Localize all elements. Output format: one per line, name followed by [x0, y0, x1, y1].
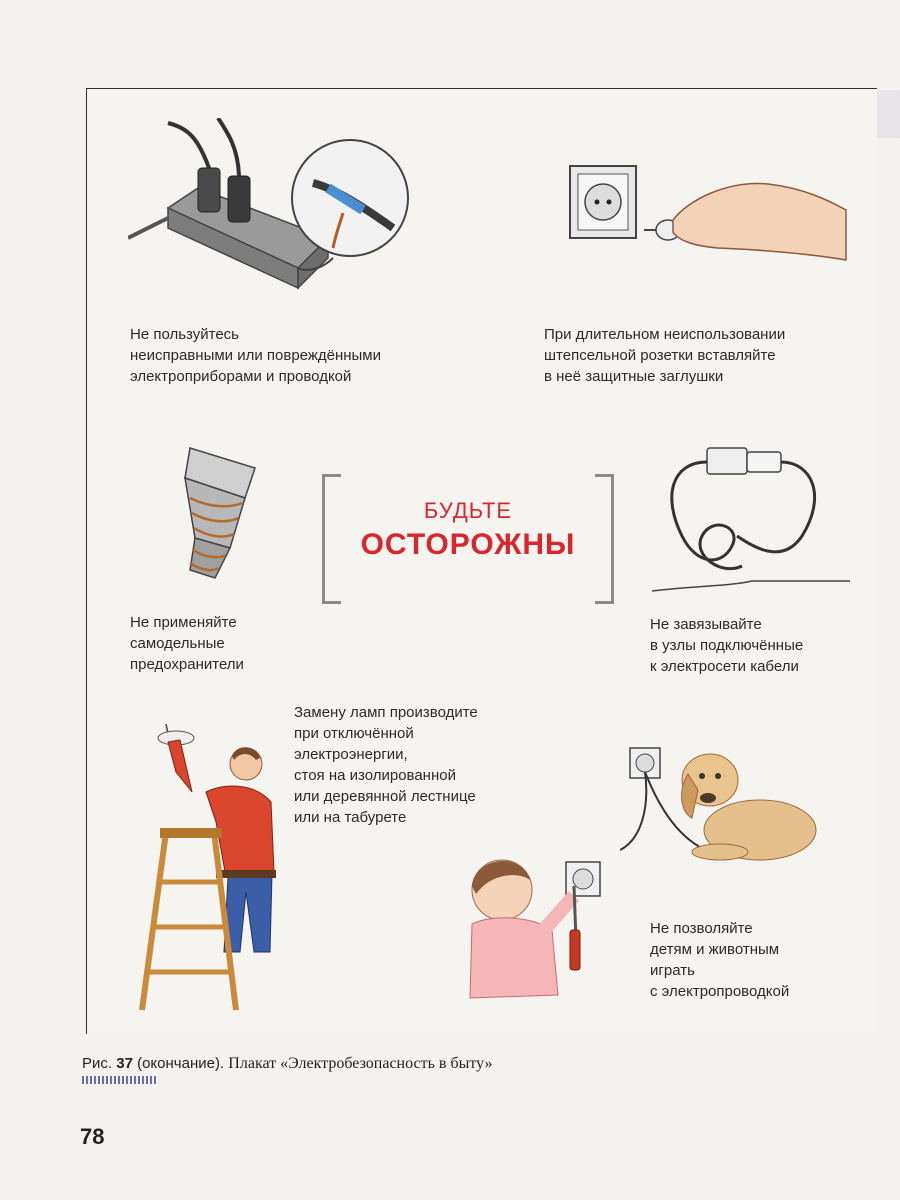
- power-strip-illustration: [128, 118, 438, 308]
- caption-line: в неё защитные заглушки: [544, 368, 724, 385]
- caption-line: при отключённой: [294, 725, 414, 742]
- caption-line: Не позволяйте: [650, 920, 753, 937]
- caption-line: штепсельной розетки вставляйте: [544, 347, 776, 364]
- caption-children-animals: [650, 918, 789, 1002]
- child-illustration: [462, 850, 612, 1000]
- caption-line: в узлы подключённые: [650, 637, 804, 654]
- page-number: 78: [80, 1124, 105, 1149]
- caption-line: или на табурете: [294, 809, 407, 826]
- caption-lamp-replacement: [294, 702, 478, 828]
- caption-line: играть: [650, 962, 695, 979]
- figure-prefix: Рис.: [82, 1055, 113, 1072]
- caption-socket-plugs: [544, 324, 785, 387]
- figure-title: Плакат «Электробезопасность в быту»: [228, 1055, 493, 1072]
- figure-suffix: (окончание).: [137, 1055, 225, 1072]
- caption-line: или деревянной лестнице: [294, 788, 476, 805]
- caption-line: к электросети кабели: [650, 658, 799, 675]
- fuse-illustration: [160, 438, 280, 588]
- caption-line: с электропроводкой: [650, 983, 790, 1000]
- man-on-ladder-illustration: [136, 712, 286, 1012]
- title-be: БУДЬТЕ: [423, 498, 513, 523]
- caption-line: Замену ламп производите: [294, 704, 478, 721]
- title-careful: ОСТОРОЖНЫ: [360, 528, 576, 561]
- caption-line: детям и животным: [650, 941, 780, 958]
- caption-line: Не пользуйтесь: [130, 326, 239, 343]
- socket-plug-illustration: [568, 160, 848, 270]
- caption-line: неисправными или повреждёнными: [130, 347, 382, 364]
- caption-line: Не завязывайте: [650, 616, 762, 633]
- caption-line: самодельные: [130, 635, 225, 652]
- dog-illustration: [620, 740, 820, 870]
- caption-line: электроэнергии,: [294, 746, 408, 763]
- caption-knotted-cables: [650, 614, 803, 677]
- be-careful-title: [322, 474, 614, 598]
- figure-number: 37: [116, 1055, 133, 1072]
- caption-line: При длительном неиспользовании: [544, 326, 786, 343]
- caption-homemade-fuses: [130, 612, 244, 675]
- caption-line: стоя на изолированной: [294, 767, 456, 784]
- caption-line: предохранители: [130, 656, 244, 673]
- caption-line: Не применяйте: [130, 614, 237, 631]
- caption-dots-decoration: [82, 1076, 156, 1084]
- caption-line: электроприборами и проводкой: [130, 368, 352, 385]
- caption-damaged-devices: [130, 324, 381, 387]
- figure-caption: [82, 1055, 493, 1073]
- knotted-cable-illustration: [652, 436, 852, 596]
